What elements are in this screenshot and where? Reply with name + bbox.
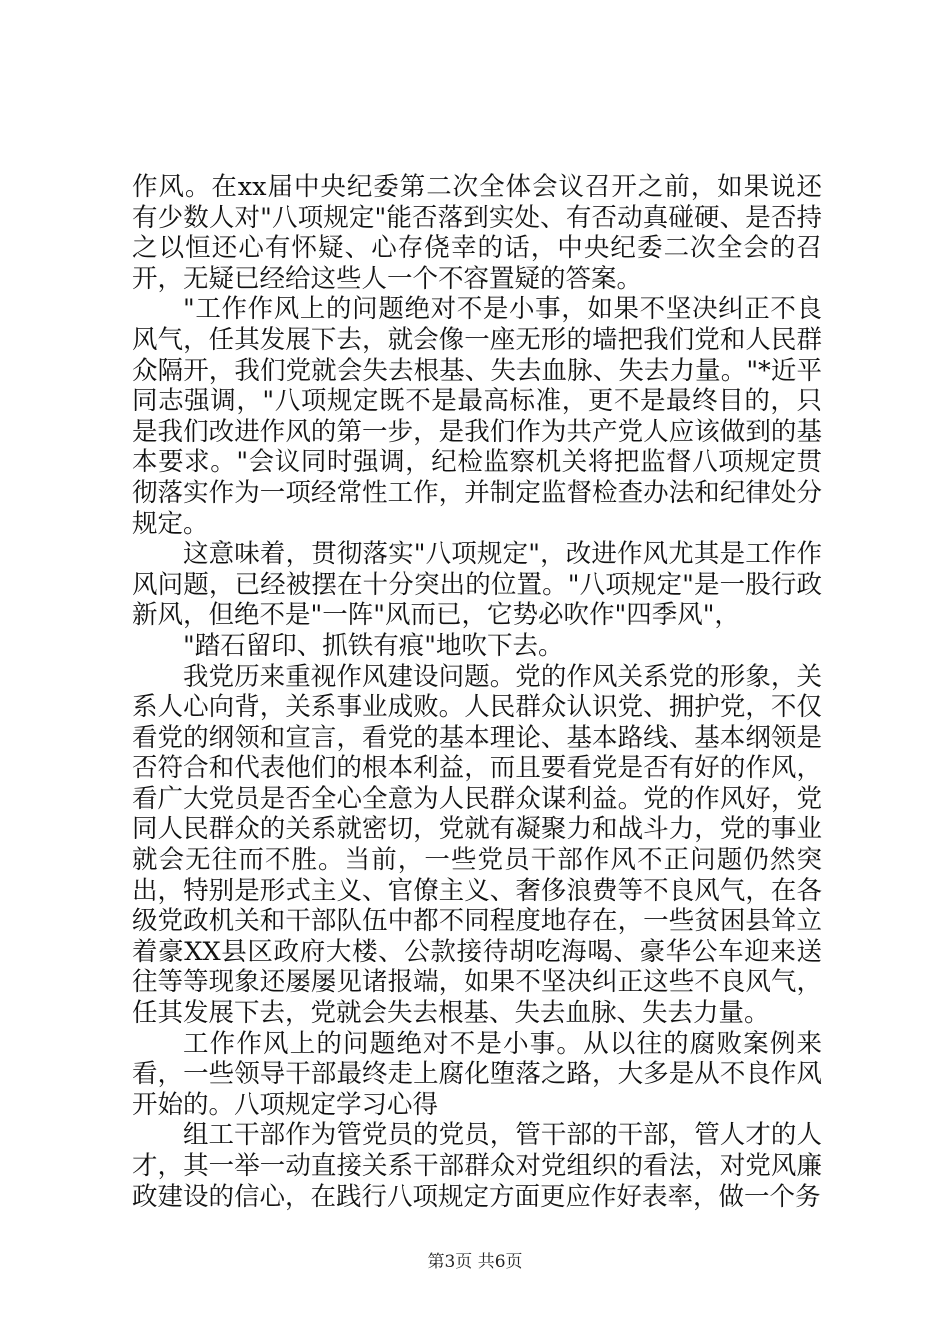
paragraph-work-style: 工作作风上的问题绝对不是小事。从以往的腐败案例来看，一些领导干部最终走上腐化堕落之路，大多是从不良作风开始的。八项规定学习心得 [132,1028,822,1120]
page-number-footer: 第3页 共6页 [427,1252,523,1272]
paragraph-organization-cadres: 组工干部作为管党员的党员，管干部的干部，管人才的人才，其一举一动直接关系干部群众对党组织的看法，对党风廉政建设的信心，在践行八项规定方面更应作好表率，做一个务 [132,1120,822,1212]
paragraph-party-style: 我党历来重视作风建设问题。党的作风关系党的形象，关系人心向背，关系事业成败。人民群众认识党、拥护党，不仅看党的纲领和宣言，看党的基本理论、基本路线、基本纲领是否符合和代表他们的根本利益，而且要看党是否有好的作风，看广大党员是否全心全意为人民群众谋利益。党的作风好，党同人民群众的关系就密切，党就有凝聚力和战斗力，党的事业就会无往而不胜。当前，一些党员干部作风不正问题仍然突出，特别是形式主义、官僚主义、奢侈浪费等不良风气，在各级党政机关和干部队伍中都不同程度地存在，一些贫困县耸立着豪XX县区政府大楼、公款接待胡吃海喝、豪华公车迎来送往等等现象还屡屡见诸报端，如果不坚决纠正这些不良风气，任其发展下去，党就会失去根基、失去血脉、失去力量。 [132,661,822,1029]
paragraph-slogan: "踏石留印、抓铁有痕"地吹下去。 [183,630,564,661]
document-body [132,172,822,1212]
paragraph-quote: "工作作风上的问题绝对不是小事，如果不坚决纠正不良风气，任其发展下去，就会像一座无形的墙把我们党和人民群众隔开，我们党就会失去根基、失去血脉、失去力量。"*近平同志强调，"八项规定既不是最高标准，更不是最终目的，只是我们改进作风的第一步，是我们作为共产党人应该做到的基本要求。"会议同时强调，纪检监察机关将把监督八项规定贯彻落实作为一项经常性工作，并制定监督检查办法和纪律处分规定。 [132,294,822,539]
paragraph-continuation: 作风。在xx届中央纪委第二次全体会议召开之前，如果说还有少数人对"八项规定"能否落到实处、有否动真碰硬、是否持之以恒还心有怀疑、心存侥幸的话，中央纪委二次全会的召开，无疑已经给这些人一个不容置疑的答案。 [132,172,822,294]
paragraph-meaning: 这意味着，贯彻落实"八项规定"，改进作风尤其是工作作风问题，已经被摆在十分突出的位置。"八项规定"是一股行政新风，但绝不是"一阵"风而已，它势必吹作"四季风"， [132,539,822,631]
